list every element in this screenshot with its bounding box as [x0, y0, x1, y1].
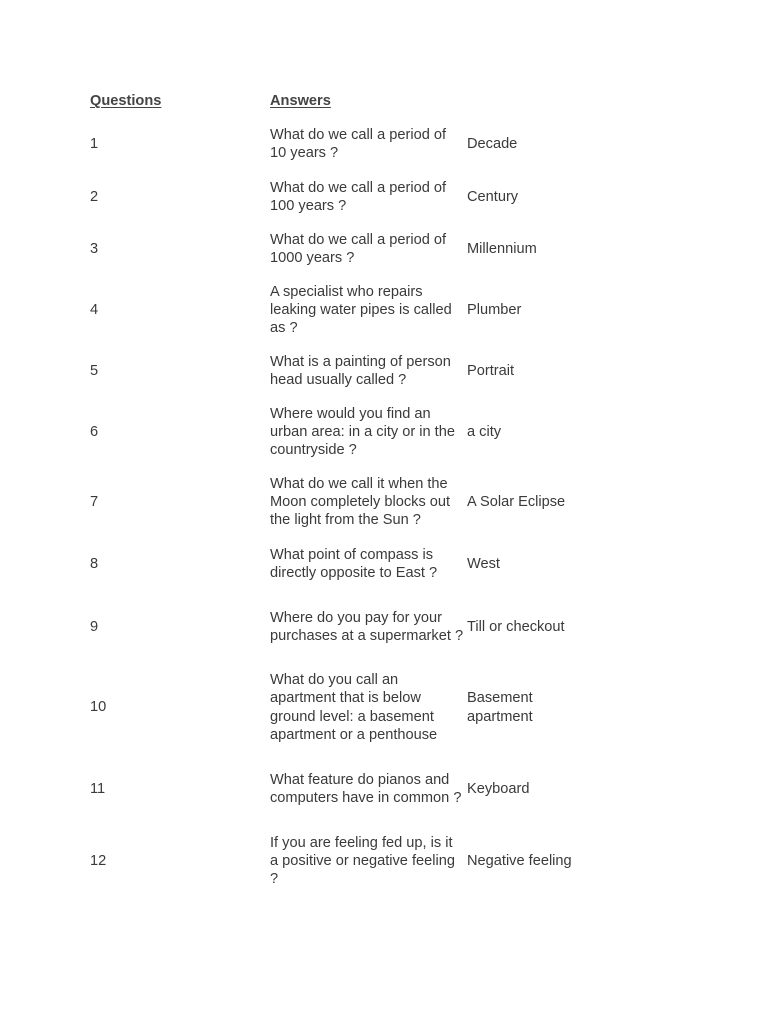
- question-number: 11: [90, 780, 106, 797]
- table-row: [0, 231, 768, 267]
- question-number: 5: [90, 362, 99, 379]
- answer-text: Century: [467, 188, 519, 205]
- answer-text: Decade: [467, 135, 518, 152]
- question-text: A specialist who repairs leaking water pipes is called as ?: [270, 283, 452, 337]
- question-text: What do we call it when the Moon completely blocks out the light from the Sun ?: [270, 475, 451, 529]
- table-row: [0, 762, 768, 816]
- question-text: What is a painting of person head usually called ?: [270, 353, 451, 388]
- question-number: 2: [90, 188, 99, 205]
- table-row: [0, 546, 768, 582]
- question-text: If you are feeling fed up, is it a positive or negative feeling ?: [270, 834, 455, 888]
- answer-text: a city: [467, 423, 502, 440]
- table-row: [0, 126, 768, 162]
- answer-text: Basement apartment: [467, 690, 533, 725]
- answer-text: Till or checkout: [467, 618, 565, 635]
- question-number: 4: [90, 301, 99, 318]
- answer-text: Portrait: [467, 362, 515, 379]
- table-row: [0, 600, 768, 654]
- answer-text: Keyboard: [467, 780, 530, 797]
- question-number: 7: [90, 493, 99, 510]
- table-row: [0, 475, 768, 529]
- table-row: [0, 283, 768, 337]
- question-text: What do we call a period of 100 years ?: [270, 179, 447, 214]
- answer-text: Plumber: [467, 301, 522, 318]
- question-number: 12: [90, 852, 107, 869]
- question-text: Where would you find an urban area: in a city or in the countryside ?: [270, 405, 455, 459]
- table-row: [0, 405, 768, 459]
- question-text: What point of compass is directly opposite to East ?: [270, 546, 438, 581]
- question-number: 8: [90, 555, 99, 572]
- question-number: 6: [90, 423, 99, 440]
- table-row: [0, 353, 768, 389]
- question-text: What do you call an apartment that is below ground level: a basement apartment or a penthouse: [270, 672, 438, 743]
- question-text: What do we call a period of 10 years ?: [270, 126, 447, 161]
- table-row: [0, 834, 768, 888]
- answer-text: Millennium: [467, 240, 537, 257]
- answers-header: Answers: [270, 93, 331, 109]
- question-number: 1: [90, 135, 99, 152]
- question-number: 3: [90, 240, 99, 257]
- question-text: Where do you pay for your purchases at a supermarket ?: [270, 609, 464, 644]
- answer-text: Negative feeling: [467, 852, 572, 869]
- question-text: What do we call a period of 1000 years ?: [270, 231, 447, 266]
- table-row: [0, 179, 768, 215]
- answer-text: A Solar Eclipse: [467, 493, 566, 510]
- questions-header: Questions: [90, 93, 162, 109]
- table-row: [0, 671, 768, 744]
- question-number: 9: [90, 618, 99, 635]
- question-number: 10: [90, 699, 107, 716]
- table-header: [0, 92, 768, 112]
- question-text: What feature do pianos and computers have in common ?: [270, 771, 462, 806]
- answer-text: West: [467, 555, 500, 572]
